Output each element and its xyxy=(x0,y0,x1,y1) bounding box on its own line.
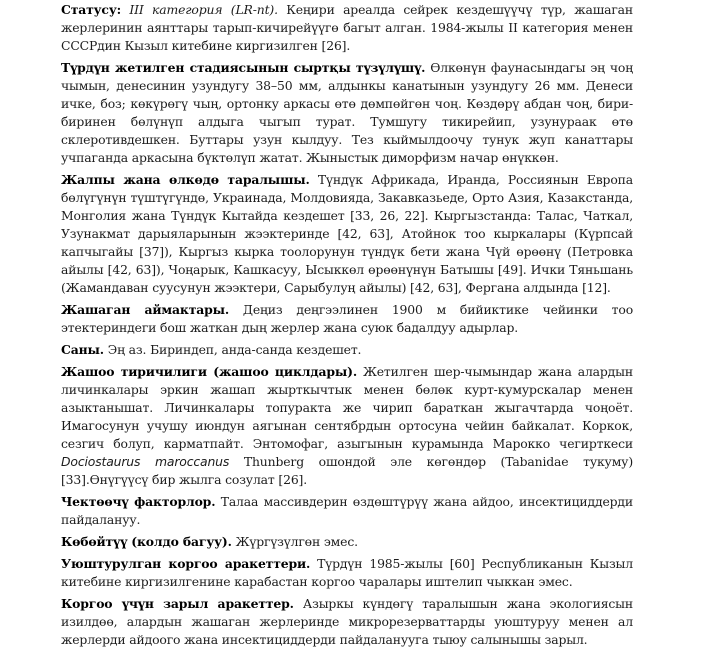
needed-actions-text: Азыркы күндөгү таралышын жана экологиясын изилдөө, алардын жашаган жерлеринде микрорезерваттарды уюштуруу менен ал жерлерди айдоого жана инсектициддерди пайдаланууга тыюу салынышы зарыл. xyxy=(61,596,633,647)
section-abundance xyxy=(61,341,633,359)
needed-actions-heading: Коргоо үчүн зарыл аракеттер. xyxy=(61,596,294,611)
breeding-heading: Көбөйтүү (колдо багуу). xyxy=(61,534,232,549)
section-needed-actions xyxy=(61,595,633,649)
habitat-text: Деңиз деңгээлинен 1900 м бийиктике чейинки тоо этектериндеги бош жаткан дың жерлер жана суюк бадалдуу адырлар. xyxy=(61,302,634,335)
habitat-heading: Жашаган аймактары. xyxy=(61,302,230,317)
document-page xyxy=(61,1,633,653)
section-morphology xyxy=(61,59,633,167)
abundance-text: Эң аз. Бириндеп, анда-санда кездешет. xyxy=(103,342,362,357)
section-distribution xyxy=(61,171,633,297)
section-status xyxy=(61,1,633,55)
life-cycle-text: Жетилген шер-чымындар жана алардын личинкалары эркин жашап жырткычтык менен бөлөк курт-кумурскалар менен азыктанышат. Личинкалары топуракта же чирип бараткан жыгачтарда чоңоёт. Имагосунун учушу июндун аягынан сентябрдын ортосуна чейин байкалат. Коркок, сезгич болуп, карматпайт. Энтомофаг, азыгынын курамында Марокко чегирткеси xyxy=(61,364,633,451)
species-name: Dociostaurus maroccanus xyxy=(61,454,230,469)
limiting-factors-text: Талаа массивдерин өздөштүрүү жана айдоо, инсектициддерди пайдалануу. xyxy=(61,494,634,527)
distribution-heading: Жалпы жана өлкөдө таралышы. xyxy=(61,172,310,187)
section-habitat xyxy=(61,301,633,337)
distribution-text: Түндүк Африкада, Иранда, Россиянын Европа бөлүгүнүн түштүгүндө, Украинада, Молдовияда, Закавказьеде, Орто Азия, Казакстанда, Монголия жана Түндүк Кытайда кездешет [33, 26, 22]. Кыргызстанда: Талас, Чаткал, Узунакмат дарыяларынын жээктеринде [42, 63], Атойнок тоо кыркалары (Күрпсай капчыгайы [37]), Кыргыз кырка тоолорунун түндүк бети жана Чүй өрөөнү (Петровка айылы [42, 63]), Чоңарык, Кашкасуу, Ысыккөл өрөөнүнүн Батышы [49]. Ички Тяньшань (Жамандаван суусунун жээктери, Сарыбулуң айылы) [42, 63], Фергана алдында [12]. xyxy=(61,172,633,295)
section-limiting-factors xyxy=(61,493,633,529)
status-text: Кеңири ареалда сейрек кездешүүчү түр, жашаган жерлеринин аянттары тарып-кичирейүүгө багыт алган. 1984-жылы II категория менен СССРдин Кызыл китебине киргизилген [26]. xyxy=(61,2,634,53)
life-cycle-heading: Жашоо тиричилиги (жашоо циклдары). xyxy=(61,364,357,379)
status-heading: Статусу: xyxy=(61,2,122,17)
status-category: III категория (LR-nt). xyxy=(129,2,278,17)
morphology-heading: Түрдүн жетилген стадиясынын сыртқы түзүлүшү. xyxy=(61,60,426,75)
section-breeding xyxy=(61,533,633,551)
limiting-factors-heading: Чектөөчү факторлор. xyxy=(61,494,216,509)
section-protection-measures xyxy=(61,555,633,591)
section-life-cycle xyxy=(61,363,633,489)
morphology-text: Өлкөнүн фаунасындагы эң чоң чымын, денесинин узундугу 38–50 мм, алдынкы канатынын узундугу 26 мм. Денеси ичке, боз; көкүрөгү чың, ортонку аркасы өтө дөмпөйгөн чоң. Көздөрү абдан чоң, бири-биринен бөлүнүп алдыга чыгып турат. Тумшугу тикирейип, узунураак өтө склеротивдешкен. Буттары узун кылдуу. Тез кыймылдоочу тунук жуп канаттары учпаганда аркасына бүктөлүп жатат. Жыныстык диморфизм начар өнүккөн. xyxy=(61,60,633,165)
life-cycle-text-end: Thunberg ошондой эле көгөндөр (Tabanidae тукуму) [33].Өнүгүүсү бир жылга созулат [26]. xyxy=(61,454,634,487)
protection-measures-text: Түрдүн 1985-жылы [60] Республиканын Кызыл китебине киргизилгенине карабастан коргоо чаралары иштелип чыккан эмес. xyxy=(61,556,633,589)
abundance-heading: Саны. xyxy=(61,342,104,357)
protection-measures-heading: Уюштурулган коргоо аракеттери. xyxy=(61,556,311,571)
breeding-text: Жүргүзүлгөн эмес. xyxy=(231,534,358,549)
